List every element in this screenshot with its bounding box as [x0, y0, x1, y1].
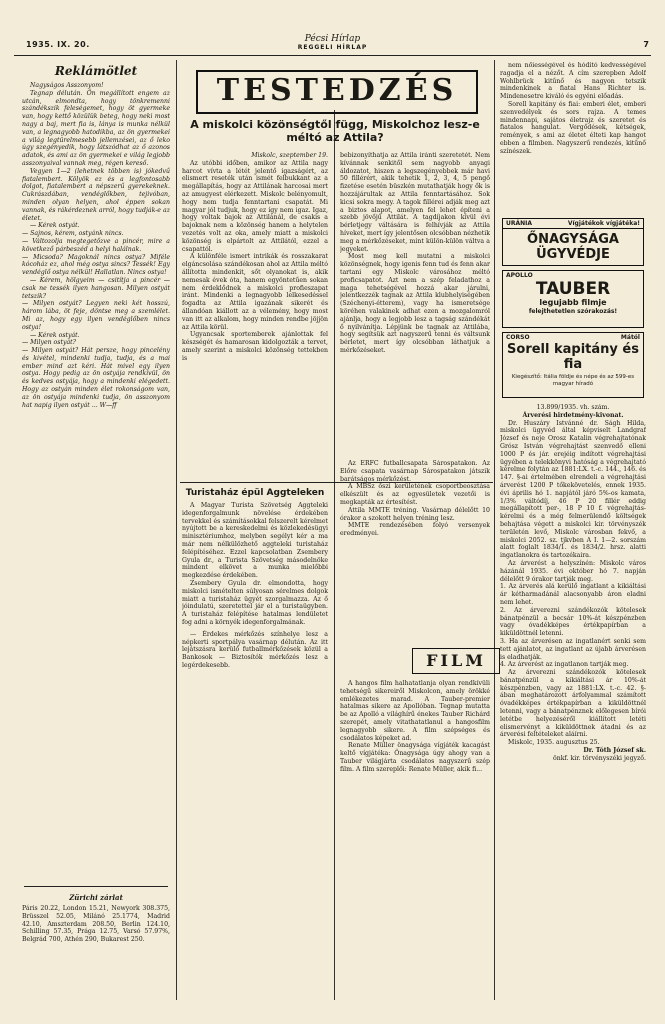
notice-paragraph: Az ERFC futballcsapata Sárospatakon. Az Előre csapata vasárnap Sárospatakon játszik barátságos mérkőzést.: [340, 460, 490, 483]
auction-signer: Dr. Tóth József sk.: [583, 747, 646, 755]
lead-subhead: A miskolci közönségtől függ, Miskolchoz lesz-e méltó az Attila?: [190, 118, 480, 144]
lead-paragraph: Ugyancsak sportemberek ajánlottak fel készségét és hamarosan kidolgozták a tervet, amely szerint a miskolci közönség tettekben is: [182, 331, 328, 362]
reklam-salutation: Nagyságos Asszonyom!: [30, 82, 104, 89]
auction-date: Miskolc, 1935. augusztus 25.: [508, 739, 600, 747]
urania-cinema: URÁNIA: [506, 220, 533, 227]
column-rule-3: [494, 60, 495, 1000]
apollo-cinema: APOLLO: [506, 272, 533, 279]
notice-paragraph: A MBSz őszi kerületének csoportbeosztása elkészült és az egyesületek vezetői is megkapták az értesítést.: [340, 483, 490, 506]
auction-paragraph: Az árverést a helyszínén: Miskolc város házánál 1935. évi október hó 7. napján délelőtt 9 órakor tartják meg.: [500, 559, 646, 583]
apollo-title: TAUBER: [535, 279, 611, 299]
header-rule: [14, 55, 651, 56]
urania-tag: Vígjátékok vígjátéka!: [567, 220, 640, 227]
notice-paragraph: Attila MMTE tréning. Vasárnap délelőtt 10 órakor a szokott helyen tréning lesz.: [340, 506, 490, 522]
auction-paragraph: Az árverezni szándékozók kötelesek bánatpénzül a kikiáltási ár 10%-át készpénzben, vagy az 1881:LX. t.-c. 42. §-ában meghatározott árfolyammal számított óvadékképes értékpapírban a kiküldöttnél letenni, vagy a bánatpénznek előlegesen bírói letétbe helyezéséről kiállított letéti elismervényt a kiküldöttnek átadni és az árverési feltételeket aláírni.: [500, 669, 646, 739]
lead-dateline: Miskolc, szeptember 19.: [251, 152, 328, 159]
corso-date: Mától: [620, 334, 640, 341]
zurich-block: [22, 890, 170, 1000]
corso-cinema: CORSO: [506, 334, 530, 341]
apollo-sub: legujabb filmje: [539, 298, 607, 307]
auction-title: Árverési hirdetmény-kivonat.: [522, 411, 624, 419]
zurich-rule: [24, 886, 168, 887]
auction-notice: [500, 404, 646, 1004]
lead-paragraph: Most meg kell mutatni a miskolci közönségnek, hogy igenis fenn tud és fenn akar tartani egy Miskolc városához méltó proficsapatot. Azt nem a szép feladathoz a maga tehetségével hozzá akar járulni, jelentkezzék tagnak az Attila klubhelyiségében (Széchenyi-étterem), vagy ha ismeretsége köréhen valakinek adhat ezen a mozgalomról ajánlja, hogy a legjobb lesz a tagság szándékát ő nyilvánítja. Lépjünk be tagnak az Attilába, hogy segítsük azt nagyszerű tenni és váltsunk bérletet, mert így olcsóbban láthatjuk a mérkőzéseket.: [340, 253, 490, 354]
lead-paragraph: bebizonyíthatja az Attila iránti szeretetét. Nem kívánnak senkitől sem nagyobb anyagi áldozatot, hiszen a legszegényebbek már havi 50 fillérért, akik tehetik 1, 2, 3, 4, 5 pengő fizetése esetén büszkén mutathatják hogy ők is hozzájárultak az Attila fenntartásához. Sok kicsi sokra megy. A tagok fillérei adják meg azt a biztos alapot, amelyen fel lehet építeni a szebb jövőjű Attilát. A tagdíjakon kívül évi bérletjegy váltására is felhívják az Attila híveket, mert így jelentősen olcsóbban nézhetik meg a mérkőzéseket, mint külön-külön váltva a jegyeket.: [340, 152, 490, 253]
film-paragraph: Renate Müller önagysága vígjáték kacagást keltő vígjátéka: Önagysága úgy ahogy van a Tauber világjárta csodálatos nagyszerű szép film. A film szereplői: Renate Müller, akik fi...: [340, 742, 490, 773]
reklam-paragraph: — Kérek ostyát. — Milyen ostyát? — Milyen ostyát? Hát persze, hogy pincelény és kivétel, mindenki tudja, tudja, és a mai ember mind azt kéri. Hát mivel egy ilyen ostya. Hogy pedig az ön ostyája rendkívül, ön és kedves ostyája, hogy a mindenki elégedett. Hogy az ostyán minden élet rokonságom van, az ön ostyája mindenki tudja, ön asszonyom hat napig ilyen ostyát ... W—ff: [22, 331, 170, 409]
lead-headline: TESTEDZÉS: [196, 70, 478, 114]
lead-article-col2: [340, 152, 490, 452]
corso-ad: [502, 332, 644, 398]
reklam-paragraph: Vegyen 1—2 (lehetnek többen is) jókedvű fiatalembert. Kölyök ez és a legfontosabb dolgot, fiatalembert a népszerű gyerekeknek. Cukrászdában, vendéglőkben, tejivóban, minden olyan helyen, ahol éppen sokan vannak, és rákérdeznek arról, hogy tudják-e az életet.: [22, 167, 170, 222]
sport-notices: [340, 460, 490, 640]
reklam-title: Reklámötlet: [54, 64, 138, 78]
notice-paragraph: MMTE rendezésében folyó versenyek eredményei.: [340, 522, 490, 538]
right-film-review: [500, 62, 646, 214]
lead-paragraph: Az utóbbi időben, amikor az Attila nagy harcot vívta a létét jelentő igazságért, az elismert reseték után ismét felbukkant az a megállapítás, hogy az Attilának harcosai mert az amugyest elérkezett. Miskolc belényomult, hogy nem tudja fenntartani csapatát. Mi magyar jól tudjuk, hogy ez így nem igaz. Igaz, hogy voltak bajok az Attilánál, de csakis a bajoknak nem a közönség hanem a helytelen vezetés volt az oka, amely miatt a miskolci közönség is elpártolt az Attilától, ezzel a csapattól.: [182, 159, 328, 253]
review-paragraph: Sorell kapitány és fiai: emberi élet, emberi szenvedélyek és sors rajza. A temes mindennapi, sajátos életrajz és szeretet és fiatalos hangulat. Vergődések, kétségek, remények, s ami az életet élteti kap hangot ebben a filmben. Nagyszerű rendezés, kitűnő színészek.: [500, 100, 646, 155]
reklam-paragraph: — Kérem, hölgyeim — csitítja a pincér — csak ne tessék ilyen hangosan. Milyen ostyát tetszik? — Milyen ostyát? Legyen neki két hosszú, három lába, öt feje, döntse meg a szemlélet. Mi az, hogy egy ilyen vendéglőben nincs ostya!: [22, 276, 170, 331]
lead-article-col1: [182, 152, 328, 477]
auction-conditions: 1. Az árverés alá kerülő ingatlant a kikiáltási ár kétharmadánál alacsonyabb áron eladni nem lehet. 2. Az árverezni szándékozók kötelesek bánatpénzül a becsár 10%-át készpénzben vagy óvadékképes értékpapírban a kiküldöttnél letenni. 3. Ha az árverésen az ingatlanért senki sem tett ajánlatot, az ingatlant az újabb árverésen is eladhatják. 4. Az árverést az ingatlanon tartják meg.: [500, 583, 646, 669]
corso-title: Sorell kapitány és fia: [507, 342, 639, 372]
lead-subhead-box: [190, 118, 480, 144]
page-header: [8, 30, 657, 52]
masthead-subtitle: REGGELI HÍRLAP: [297, 44, 368, 51]
reklam-paragraph: Tegnap délután. Ön megállított engem az utcán, elmondta, hogy tönkremenni szándékszik feleségemet, hogy öt gyermeke van, hogy kettő közülük beteg, hogy neki most nagy a baj, mert fia is, lánya is munka nélkül van, a legnagyobb hatodikba, az ön gyermekei a világ legtürelmesebb jellemzései, az ő leko úgy szegényedik, hogy látszódhat az ő azonos adatok, és ami az ön gyermekei e világ legjobb asszonyaival vannak meg, régen kereső.: [22, 89, 170, 167]
urania-ad: [502, 218, 644, 266]
column-rule-2: [334, 110, 335, 1000]
case-number: 13.899/1935. vh. szám.: [536, 404, 610, 411]
turista-article: [182, 488, 328, 998]
masthead: [8, 34, 657, 51]
reklam-article: [22, 62, 170, 882]
apollo-note: felejthetetlen szórakozás!: [528, 308, 618, 315]
film-article: [340, 680, 490, 998]
column-rule-1: [176, 60, 177, 1000]
zurich-rates: Páris 20.22, London 15.21, Newyork 308.375, Brüsszel 52.05, Milánó 25.1774, Madrid 42.10, Amszterdam 208.50, Berlin 124.10, Schilling 57.35, Prága 12.75, Varsó 57.97%, Belgrád 700, Athén 290, Bukarest 250.: [22, 905, 170, 944]
issue-date: 1935. IX. 20.: [26, 40, 90, 49]
reklam-paragraph: — Kérek ostyát. — Sajnos, kérem, ostyánk nincs. — Változolja megtegetőzve a pincér, mire a következő párbeszéd a helyi halálnak. — Micsoda? Magoknál nincs ostya? Miféle kócoház ez, ahol még ostya sincs? Tessék! Egy vendéglő ostya nélkül! Hallatlan. Nincs ostya!: [22, 222, 170, 277]
corso-note: Kiegészítő: Itália földje és népe és az 599-es magyar híradó: [511, 374, 635, 387]
turista-title: Turistaház épül Aggteleken: [185, 488, 325, 498]
zurich-title: Zürichi zárlat: [69, 893, 123, 902]
masthead-title: Pécsi Hírlap: [304, 34, 361, 44]
film-headline: FILM: [412, 648, 500, 674]
urania-title: ŐNAGYSÁGA ÜGYVÉDJE: [527, 232, 619, 262]
page-number: 7: [643, 40, 649, 49]
auction-paragraph: Dr. Huszáry Istvánné dr. Ságh Hilda, miskolci ügyvéd által képviselt Landgraf József és neje Orosz Katalin végrehajtatónak Grósz István végrehajtást szenvedő elleni 1000 P és jár. erejéig indított végrehajtási ügyében a telekkönyvi hatóság a végrehajtató kérelme folytán az 1881:LX. t.-c. 144., 146. és 147. §-ai értelmében elrendeli a végrehajtási árverést 1200 P tőkekövetelés, ennek 1935. évi április hó 1. napjától járó 5%-os kamata, 1/3% váltódíj, 46 P 20 fillér eddig megállapított per-, 18 P 10 f. végrehajtás-kérelmi és a még felmerülendő költségek behajtása végett a miskolci kir. törvényszék területén levő, Miskolc városban fekvő, a miskolci 2052. sz. tjkvben A I. 1—2. sorszám alatt foglalt 1834/1. és 1834/2. hrsz. alatti ingatlanokra és tartozékaira.: [500, 419, 646, 560]
review-paragraph: nem nőiességével és hódító kedvességével ragadja el a nézőt. A cím szerepben Adolf Wohlbrück kitűnő és nagyon tetszik mindenkinek a fiatal Hans Richter is. Mindenesetre kiváló és egyéni előadás.: [500, 62, 646, 101]
turista-paragraph: Zsembery Gyula dr. elmondotta, hogy miskolci ismételten súlyosan sérelmes dolgok miatt a turistaház ügyét szorgalmazza. Az ő jóindulatú, szeretettel jár el a turistaügyben. A turistaház felépítése hatalmas lendületet fog adni a környék idegenforgalmának.: [182, 579, 328, 626]
turista-paragraph: A Magyar Turista Szövetség Aggteleki idegenforgalmunk növelése érdekében tervekkel és számításokkal felszerelt kérelmet nyújtott be a kereskedelmi és közlekedésügyi minisztériumhoz, melyben segélyt kér a ma már nem nélkülözhető aggteleki turistaház felépítéséhez. Ezzel kapcsolatban Zsembery Gyula dr., a Turista Szövetség másodelnöke mindent elkövet a munka mielőbbi megkezdése érdekében.: [182, 502, 328, 580]
film-paragraph: A hangos film halhatatlanja olyan rendkívüli tehetségű sikereiről Miskolcon, amely örökké emlékezetes marad. A Tauber-premier hatalmas sikere az Apollóban. Tegnap mutatta be az Apolló a világhírű énekes Tauber Richárd szerepét, amely vitathatatlanul a hangosfilm legnagyobb sikere. A film szépséges és csodálatos képeket ad.: [340, 680, 490, 742]
lead-paragraph: A különféle ismert intrikák és rosszakarat elgáncsolása szándékosan ahol az Attila méltó állította mindenkit, sőt olyanokat is, akik nemesak évek óta, hanem egyöntetűen sokan nem érdeklődnek a miskolci profieszapat iránt. Mindenki a legnagyobb lelkesedéssel fogadta az Attila igazának sikerét és állandóan kiállott az a vélemény, hogy most van itt az alkalom, hogy minden rendbe jöjjön az Attila körül.: [182, 253, 328, 331]
auction-signer-role: önkf. kir. törvényszéki jegyző.: [553, 754, 646, 762]
apollo-ad: [502, 270, 644, 328]
turista-paragraph: — Érdekes mérkőzés színhelye lesz a népkerti sportpálya vasárnap délután. Az itt lejátszásra kerülő futballmérkőzések közül a Bankosok — Biztosítók mérkőzés lesz a legérdekesebb.: [182, 630, 328, 669]
